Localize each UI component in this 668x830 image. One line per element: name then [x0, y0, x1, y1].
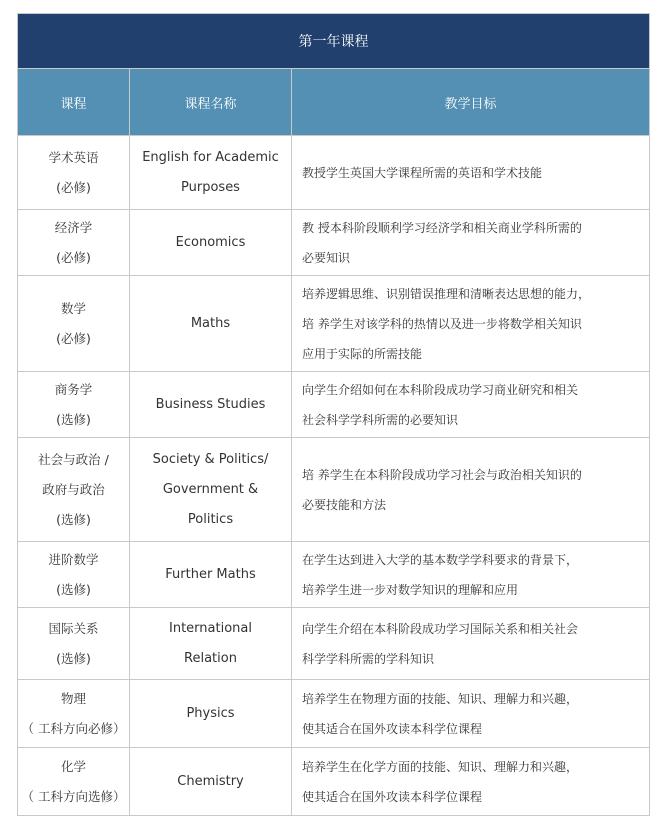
course-cell-line: 学术英语	[48, 149, 99, 165]
goal-cell-line: 培 养学生在本科阶段成功学习社会与政治相关知识的	[302, 467, 582, 482]
course-name-cell-line: Relation	[184, 650, 237, 666]
course-name-cell-line: Physics	[186, 705, 235, 721]
goal-cell-line: 科学学科所需的学科知识	[302, 651, 435, 666]
course-name-cell	[130, 680, 292, 748]
course-cell-line: (必修)	[56, 330, 91, 346]
course-cell-line: (必修)	[56, 179, 91, 195]
course-name-cell	[130, 136, 292, 210]
goal-cell-line: 使其适合在国外攻读本科学位课程	[302, 721, 483, 736]
goal-cell	[292, 748, 650, 816]
course-cell	[18, 542, 130, 608]
table-title: 第一年课程	[18, 14, 650, 69]
goal-cell-line: 社会科学学科所需的必要知识	[302, 412, 459, 427]
course-name-cell-line: Purposes	[181, 179, 240, 195]
course-cell-line: 化学	[60, 758, 86, 774]
table-row	[18, 608, 650, 680]
table-row	[18, 438, 650, 542]
goal-cell-line: 教授学生英国大学课程所需的英语和学术技能	[302, 165, 543, 180]
goal-cell-line: 培养逻辑思维、识别错误推理和清晰表达思想的能力，	[302, 286, 591, 301]
course-name-cell	[130, 748, 292, 816]
course-name-cell-line: International	[169, 620, 252, 636]
goal-cell-line: 必要知识	[302, 250, 351, 265]
header-teaching-goal: 教学目标	[292, 69, 650, 136]
goal-cell-line: 教 授本科阶段顺利学习经济学和相关商业学科所需的	[302, 220, 582, 235]
course-cell-line: 商务学	[54, 381, 93, 397]
goal-cell-line: 培养学生进一步对数学知识的理解和应用	[302, 582, 519, 597]
goal-cell	[292, 372, 650, 438]
table-row	[18, 276, 650, 372]
course-cell-line: (选修)	[56, 650, 91, 666]
table-row	[18, 680, 650, 748]
goal-cell-line: 使其适合在国外攻读本科学位课程	[302, 789, 483, 804]
table-row	[18, 136, 650, 210]
course-cell	[18, 372, 130, 438]
course-name-cell-line: Politics	[187, 511, 234, 527]
course-name-cell-line: Chemistry	[177, 773, 244, 789]
course-name-cell-line: Maths	[190, 315, 231, 331]
course-name-cell-line: Economics	[175, 234, 246, 250]
course-cell-line: (选修)	[56, 411, 91, 427]
goal-cell-line: 培 养学生对该学科的热情以及进一步将数学相关知识	[302, 316, 582, 331]
course-name-cell	[130, 210, 292, 276]
course-name-cell	[130, 608, 292, 680]
course-name-cell-line: Society & Politics/	[152, 451, 269, 467]
goal-cell	[292, 136, 650, 210]
table-row	[18, 210, 650, 276]
course-cell-line: （ 工科方向必修）	[21, 720, 126, 736]
course-cell-line: （ 工科方向选修）	[21, 788, 126, 804]
course-cell	[18, 680, 130, 748]
course-cell-line: 政府与政治	[42, 481, 105, 497]
course-name-cell-line: Business Studies	[155, 396, 266, 412]
goal-cell-line: 向学生介绍如何在本科阶段成功学习商业研究和相关	[302, 382, 579, 397]
course-name-cell	[130, 372, 292, 438]
course-cell	[18, 438, 130, 542]
course-name-cell	[130, 438, 292, 542]
course-cell-line: (选修)	[56, 511, 91, 527]
table-row	[18, 542, 650, 608]
table-row	[18, 748, 650, 816]
goal-cell-line: 培养学生在化学方面的技能、知识、理解力和兴趣，	[302, 759, 579, 774]
goal-cell-line: 在学生达到进入大学的基本数学学科要求的背景下，	[302, 552, 579, 567]
goal-cell	[292, 438, 650, 542]
course-name-cell	[130, 276, 292, 372]
course-name-cell-line: Further Maths	[165, 566, 256, 582]
course-name-cell-line: English for Academic	[142, 149, 279, 165]
course-cell-line: 社会与政治 /	[38, 451, 109, 467]
course-cell-line: (必修)	[56, 249, 91, 265]
course-cell	[18, 608, 130, 680]
goal-cell-line: 培养学生在物理方面的技能、知识、理解力和兴趣，	[302, 691, 579, 706]
course-cell-line: 数学	[60, 300, 86, 316]
course-table	[17, 13, 650, 816]
course-cell-line: 物理	[60, 690, 86, 706]
header-course-name: 课程名称	[130, 69, 292, 136]
course-cell	[18, 276, 130, 372]
goal-cell	[292, 210, 650, 276]
goal-cell-line: 向学生介绍在本科阶段成功学习国际关系和相关社会	[302, 621, 579, 636]
course-cell-line: 经济学	[54, 219, 93, 235]
goal-cell	[292, 276, 650, 372]
course-cell-line: (选修)	[56, 581, 91, 597]
goal-cell	[292, 608, 650, 680]
course-cell	[18, 136, 130, 210]
table-row	[18, 372, 650, 438]
goal-cell-line: 应用于实际的所需技能	[302, 346, 423, 361]
course-cell-line: 国际关系	[48, 620, 99, 636]
goal-cell-line: 必要技能和方法	[302, 497, 387, 512]
course-cell	[18, 748, 130, 816]
course-cell-line: 进阶数学	[48, 551, 99, 567]
course-cell	[18, 210, 130, 276]
course-name-cell-line: Government &	[162, 481, 259, 497]
header-course: 课程	[18, 69, 130, 136]
goal-cell	[292, 680, 650, 748]
goal-cell	[292, 542, 650, 608]
course-name-cell	[130, 542, 292, 608]
